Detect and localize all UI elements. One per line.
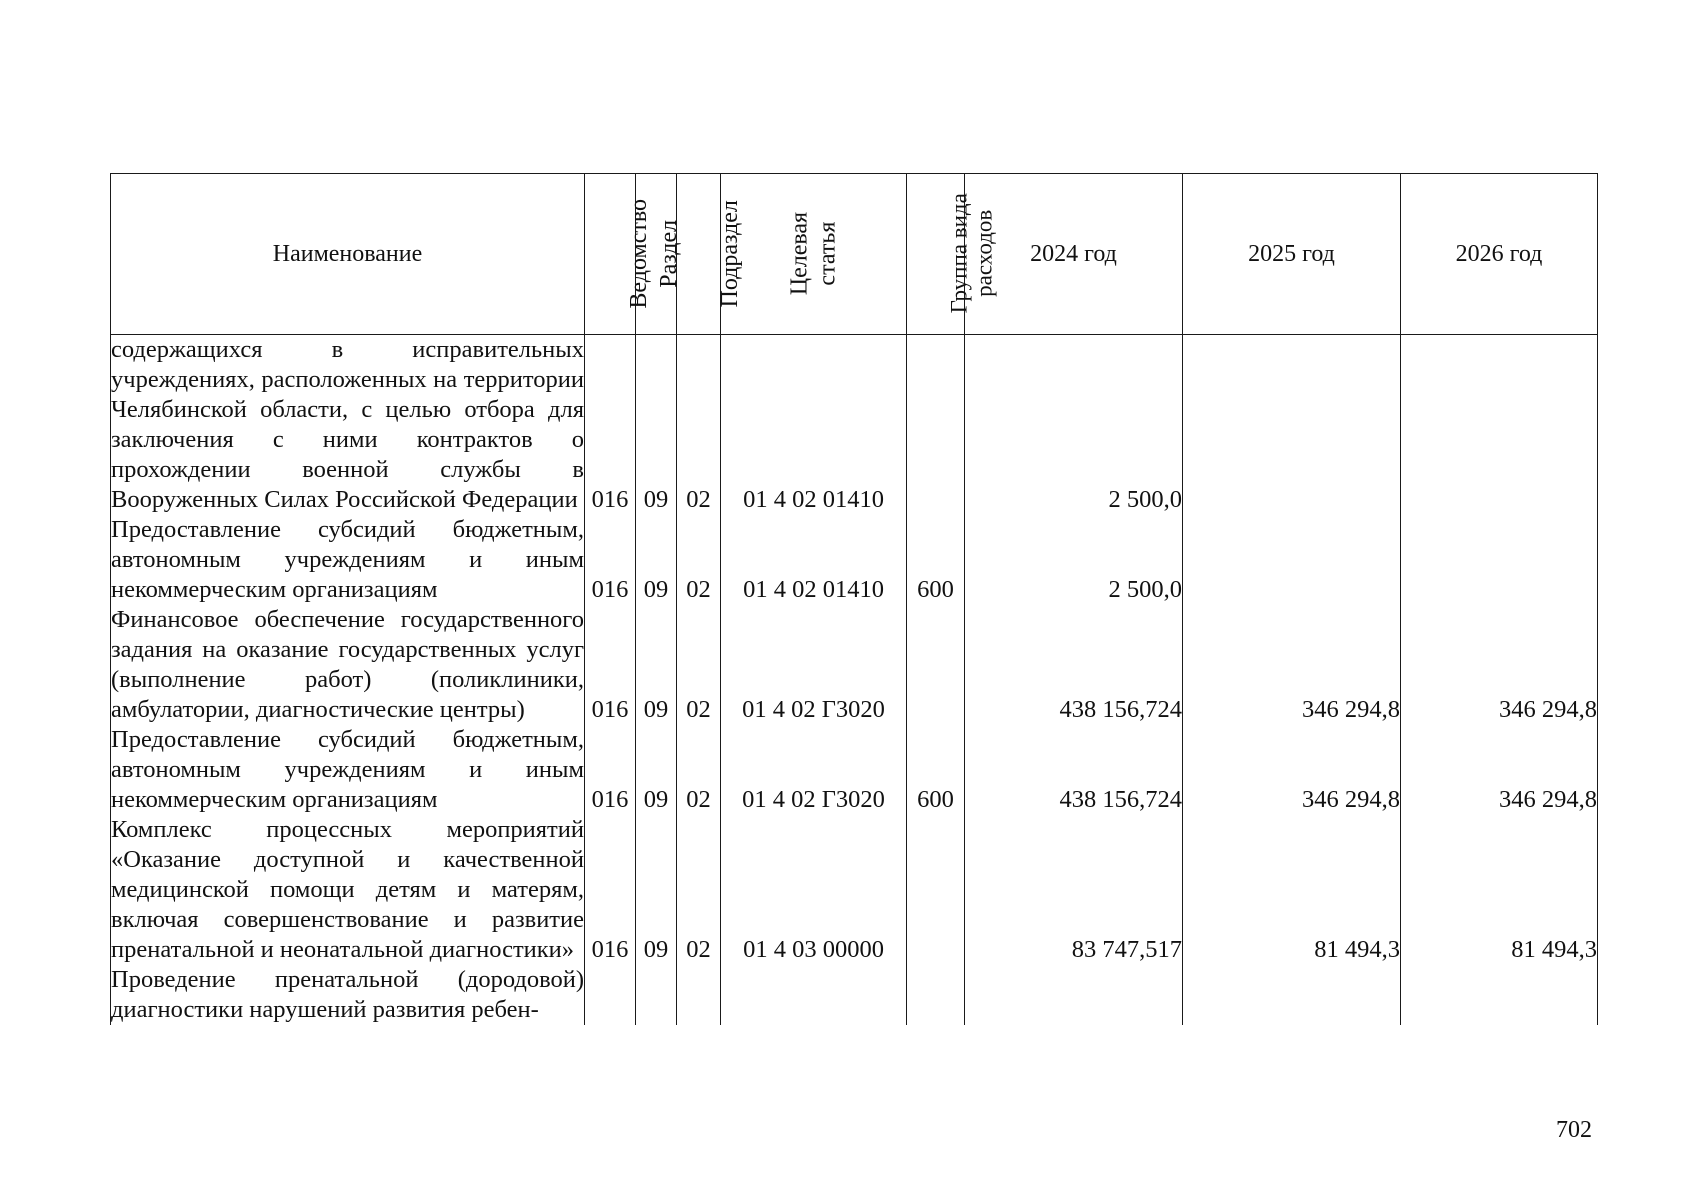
row-expense-group xyxy=(907,605,965,725)
row-target: 01 4 03 00000 xyxy=(721,815,907,965)
row-2024: 83 747,517 xyxy=(965,815,1183,965)
header-2026: 2026 год xyxy=(1401,174,1598,335)
page-number: 702 xyxy=(1556,1117,1592,1143)
table-row xyxy=(111,815,1598,965)
row-dept: 016 xyxy=(585,815,636,965)
row-2024: 2 500,0 xyxy=(965,335,1183,516)
row-dept: 016 xyxy=(585,515,636,605)
row-2026: 346 294,8 xyxy=(1401,605,1598,725)
row-target: 01 4 02 Г3020 xyxy=(721,605,907,725)
row-name: Предоставление субсидий бюджетным, автономным учреждениям и иным некоммерческим организациям xyxy=(111,726,584,813)
row-2026: 346 294,8 xyxy=(1401,725,1598,815)
row-subsection: 02 xyxy=(677,335,721,516)
row-expense-group xyxy=(907,815,965,965)
row-2025 xyxy=(1183,965,1401,1025)
row-subsection: 02 xyxy=(677,815,721,965)
row-expense-group xyxy=(907,335,965,516)
header-2024: 2024 год xyxy=(965,174,1183,335)
row-name: Проведение пренатальной (дородовой) диагностики нарушений развития ребен- xyxy=(111,966,584,1023)
header-subsection: Подраздел xyxy=(677,174,721,335)
table-row xyxy=(111,515,1598,605)
row-expense-group xyxy=(907,965,965,1025)
row-subsection: 02 xyxy=(677,725,721,815)
row-2026 xyxy=(1401,335,1598,516)
row-2024 xyxy=(965,965,1183,1025)
row-2026 xyxy=(1401,965,1598,1025)
row-2025 xyxy=(1183,335,1401,516)
row-target: 01 4 02 01410 xyxy=(721,335,907,516)
row-section: 09 xyxy=(636,605,677,725)
row-section: 09 xyxy=(636,515,677,605)
row-subsection xyxy=(677,965,721,1025)
row-name: Финансовое обеспечение государственного задания на оказание государственных услуг (выполнение работ) (поликлиники, амбулатории, диагностические центры) xyxy=(111,606,584,723)
row-2025: 346 294,8 xyxy=(1183,725,1401,815)
row-2024: 438 156,724 xyxy=(965,605,1183,725)
row-expense-group: 600 xyxy=(907,515,965,605)
row-dept xyxy=(585,965,636,1025)
row-2026 xyxy=(1401,515,1598,605)
row-2024: 2 500,0 xyxy=(965,515,1183,605)
table-row xyxy=(111,605,1598,725)
header-section: Раздел xyxy=(636,174,677,335)
row-section: 09 xyxy=(636,725,677,815)
row-name: содержащихся в исправительных учреждениях, расположенных на территории Челябинской области, с целью отбора для заключения с ними контрактов о прохождении военной службы в Вооруженных Силах Российской Федерации xyxy=(111,336,584,513)
row-2025 xyxy=(1183,515,1401,605)
row-dept: 016 xyxy=(585,605,636,725)
row-section: 09 xyxy=(636,335,677,516)
row-dept: 016 xyxy=(585,725,636,815)
header-name: Наименование xyxy=(111,174,585,335)
header-2025: 2025 год xyxy=(1183,174,1401,335)
budget-table xyxy=(110,173,1598,1025)
row-2026: 81 494,3 xyxy=(1401,815,1598,965)
row-name: Комплекс процессных мероприятий «Оказание доступной и качественной медицинской помощи детям и матерям, включая совершенствование и развитие пренатальной и неонатальной диагностики» xyxy=(111,816,584,963)
row-2025: 346 294,8 xyxy=(1183,605,1401,725)
row-2025: 81 494,3 xyxy=(1183,815,1401,965)
row-dept: 016 xyxy=(585,335,636,516)
table-row xyxy=(111,335,1598,516)
row-section: 09 xyxy=(636,815,677,965)
row-target xyxy=(721,965,907,1025)
table-header-row xyxy=(111,174,1598,335)
header-dept: Ведомство xyxy=(585,174,636,335)
header-expense-group: Группа вида расходов xyxy=(907,174,965,335)
table-row xyxy=(111,725,1598,815)
table-row xyxy=(111,965,1598,1025)
header-target: Целевая статья xyxy=(721,174,907,335)
row-target: 01 4 02 01410 xyxy=(721,515,907,605)
row-2024: 438 156,724 xyxy=(965,725,1183,815)
row-section xyxy=(636,965,677,1025)
row-target: 01 4 02 Г3020 xyxy=(721,725,907,815)
row-subsection: 02 xyxy=(677,605,721,725)
row-subsection: 02 xyxy=(677,515,721,605)
row-expense-group: 600 xyxy=(907,725,965,815)
row-name: Предоставление субсидий бюджетным, автономным учреждениям и иным некоммерческим организациям xyxy=(111,516,584,603)
